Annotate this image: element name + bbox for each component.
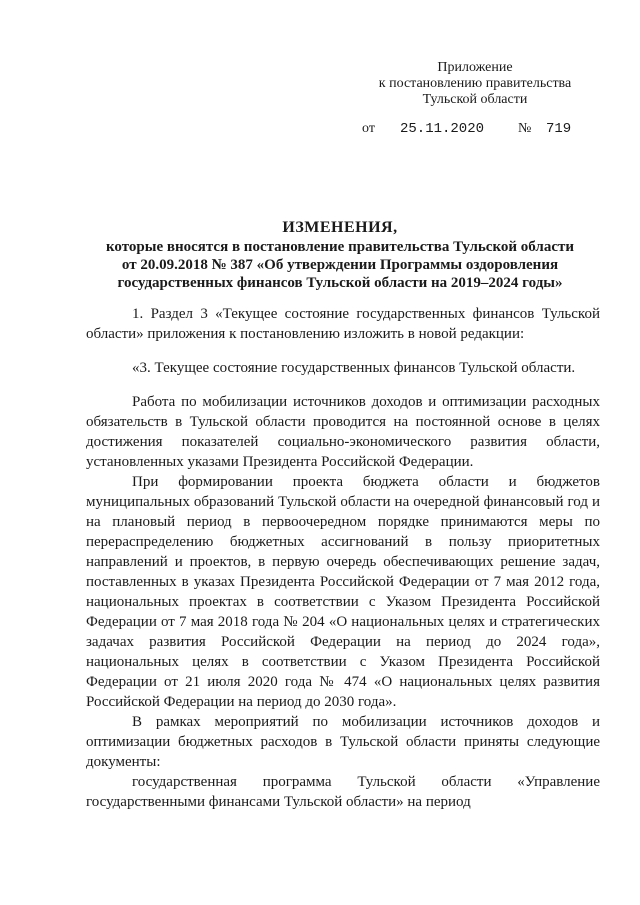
approval-line-1: Приложение <box>437 60 513 75</box>
reference-number: 719 <box>546 121 572 137</box>
title-subline-2: от 20.09.2018 № 387 «Об утверждении Программы оздоровления <box>121 257 559 273</box>
title-heading: ИЗМЕНЕНИЯ, <box>282 219 398 236</box>
title-subline-1: которые вносятся в постановление правительства Тульской области <box>105 239 575 255</box>
paragraph-3: Работа по мобилизации источников доходов и оптимизации расходных обязательств в Тульской области проводится на постоянной основе в целях достижения показателей социально-экономического развития области, установленных указами Президента Российской Федерации. <box>86 394 600 470</box>
paragraph-5: В рамках мероприятий по мобилизации источников доходов и оптимизации бюджетных расходов в Тульской области приняты следующие документы: <box>86 714 600 770</box>
reference-line <box>360 121 620 139</box>
paragraph-4: При формировании проекта бюджета области и бюджетов муниципальных образований Тульской области на очередной финансовый год и на плановый период в первоочередном порядке принимаются меры по перераспределению бюджетных ассигнований в пользу приоритетных направлений и проектов, в первую очередь обеспечивающих решение задач, поставленных в указах Президента Российской Федерации от 7 мая 2012 года, национальных проектах в соответствии с Указом Президента Российской Федерации от 7 мая 2018 года № 204 «О национальных целях и стратегических задачах развития Российской Федерации на период до 2024 года», национальных целях в соответствии с Указом Президента Российской Федерации от 21 июля 2020 года № 474 «О национальных целях развития Российской Федерации на период до 2030 года». <box>86 474 600 710</box>
reference-number-label: № <box>518 121 532 136</box>
approval-block <box>360 60 590 108</box>
paragraph-6: государственная программа Тульской области «Управление государственными финансами Тульской области» на период <box>86 774 600 810</box>
paragraph-1: 1. Раздел 3 «Текущее состояние государственных финансов Тульской области» приложения к постановлению изложить в новой редакции: <box>86 306 600 342</box>
document-title <box>80 218 600 292</box>
title-subline-3: государственных финансов Тульской области на 2019–2024 годы» <box>117 275 563 291</box>
document-body <box>86 304 600 812</box>
section-heading: «3. Текущее состояние государственных финансов Тульской области. <box>132 360 576 376</box>
approval-line-3: Тульской области <box>422 92 528 107</box>
approval-line-2: к постановлению правительства <box>378 76 572 91</box>
reference-date: 25.11.2020 <box>400 121 485 137</box>
reference-from-label: от <box>362 121 375 136</box>
